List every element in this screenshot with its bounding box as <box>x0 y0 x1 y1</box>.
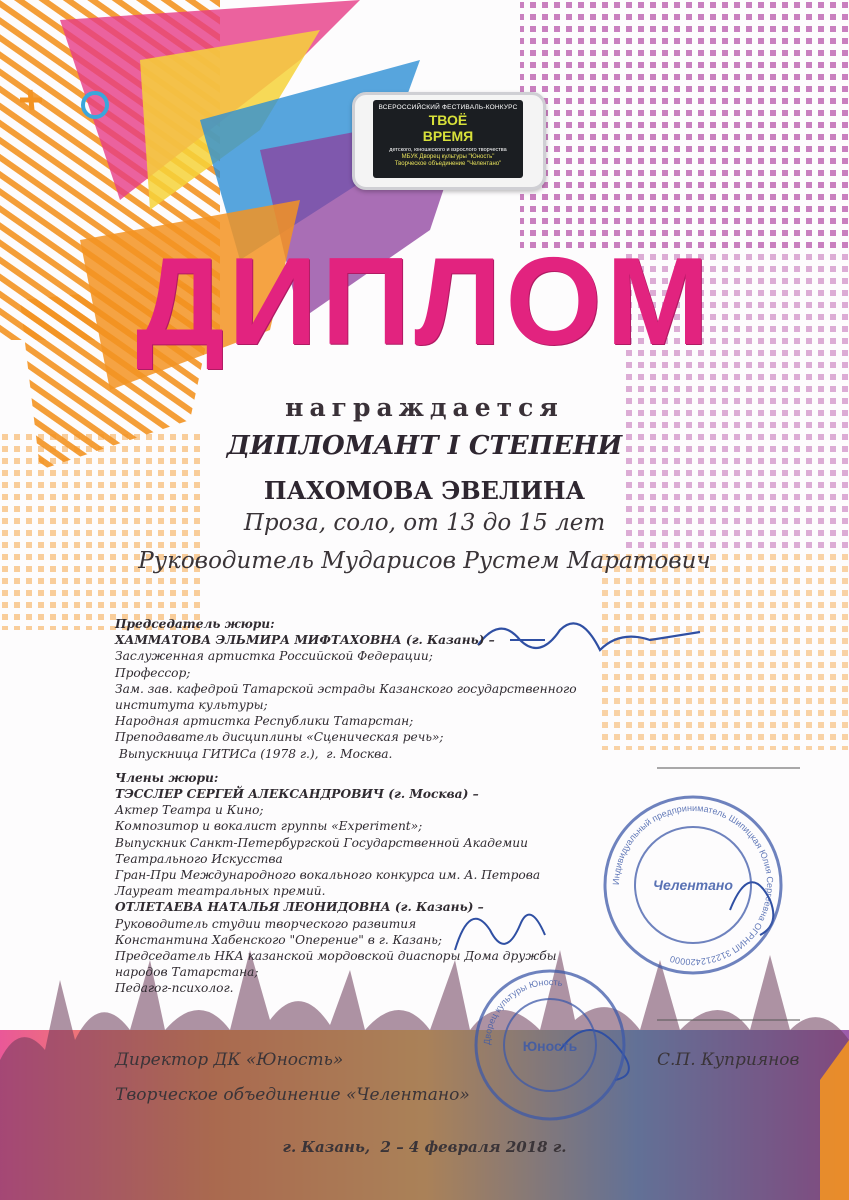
jury-member1-line: Театрального Искусства <box>115 851 283 866</box>
logo-top-line: ВСЕРОССИЙСКИЙ ФЕСТИВАЛЬ-КОНКУРС <box>378 104 518 111</box>
recipient-name: ПАХОМОВА ЭВЕЛИНА <box>263 476 586 505</box>
logo-title-1: ТВОЁ <box>428 112 468 128</box>
jury-member2-line: Председатель НКА казанской мордовской диаспоры Дома дружбы <box>115 949 557 964</box>
awarded-label: награждается <box>285 393 564 422</box>
logo-subtitle: детского, юношеского и взрослого творчества <box>389 147 507 153</box>
logo-org-1: МБУК Дворец культуры "Юность" <box>401 154 495 160</box>
jury-member2-line: народов Татарстана; <box>115 965 259 980</box>
organizer: Творческое объединение «Челентано» <box>115 1085 470 1105</box>
jury-member2-name: ОТЛЕТАЕВА НАТАЛЬЯ ЛЕОНИДОВНА (г. Казань) – <box>115 900 484 915</box>
jury-chair-line: Зам. зав. кафедрой Татарской эстрады Казанского государственного <box>115 681 577 696</box>
jury-member1-line: Лауреат театральных премий. <box>115 884 326 899</box>
stamp-yunost-center: Юность <box>522 1038 578 1054</box>
jury-members-heading: Члены жюри: <box>115 770 219 785</box>
logo-org-2: Творческое объединение "Челентано" <box>394 161 502 167</box>
jury-member1-name: ТЭССЛЕР СЕРГЕЙ АЛЕКСАНДРОВИЧ (г. Москва) – <box>115 787 479 802</box>
logo-title-2: ВРЕМЯ <box>422 128 474 144</box>
jury-member1-line: Актер Театра и Кино; <box>115 803 264 818</box>
jury-chair-line: Заслуженная артистка Российской Федерации; <box>115 649 433 664</box>
logo-screen <box>373 100 523 178</box>
award-degree: ДИПЛОМАНТ I СТЕПЕНИ <box>226 431 623 461</box>
jury-chair-line: Выпускница ГИТИСа (1978 г.), г. Москва. <box>115 746 393 761</box>
leader: Руководитель Мударисов Рустем Маратович <box>138 548 711 574</box>
city-date: г. Казань, 2 – 4 февраля 2018 г. <box>282 1138 567 1156</box>
jury-chair-line: Профессор; <box>115 665 191 680</box>
jury-chair-line: института культуры; <box>115 698 268 713</box>
jury-member2-line: Педагог-психолог. <box>115 981 234 996</box>
stamp-chelentano-center: Челентано <box>653 877 733 893</box>
jury-member1-line: Выпускник Санкт-Петербургской Государственной Академии <box>115 835 528 850</box>
jury-block <box>115 616 595 997</box>
diploma-title: ДИПЛОМ <box>135 233 714 371</box>
stamp-chelentano <box>598 790 788 980</box>
director-title: Директор ДК «Юность» <box>115 1050 344 1070</box>
jury-chair-name: ХАММАТОВА ЭЛЬМИРА МИФТАХОВНА (г. Казань) – <box>115 633 495 648</box>
jury-chair-line: Преподаватель дисциплины «Сценическая речь»; <box>115 730 444 745</box>
jury-member2-line: Константина Хабенского "Оперение" в г. Казань; <box>115 932 442 947</box>
jury-member1-line: Гран-При Международного вокального конкурса им. А. Петрова <box>115 868 541 883</box>
category: Проза, соло, от 13 до 15 лет <box>243 510 606 536</box>
stamp-chelentano-ring: Индивидуальный предприниматель Шипицкая Юлия Сергеевна ОГРНИП 312212420000 <box>610 802 776 968</box>
jury-chair-line: Народная артистка Республики Татарстан; <box>115 714 414 729</box>
festival-logo <box>352 92 546 190</box>
stamp-yunost-ring: Дворец культуры Юность <box>481 976 564 1046</box>
jury-member2-line: Руководитель студии творческого развития <box>115 916 417 931</box>
jury-member1-line: Композитор и вокалист группы «Experiment»; <box>115 819 423 834</box>
jury-chair-heading: Председатель жюри: <box>115 617 275 631</box>
director-name: С.П. Куприянов <box>657 1050 800 1070</box>
